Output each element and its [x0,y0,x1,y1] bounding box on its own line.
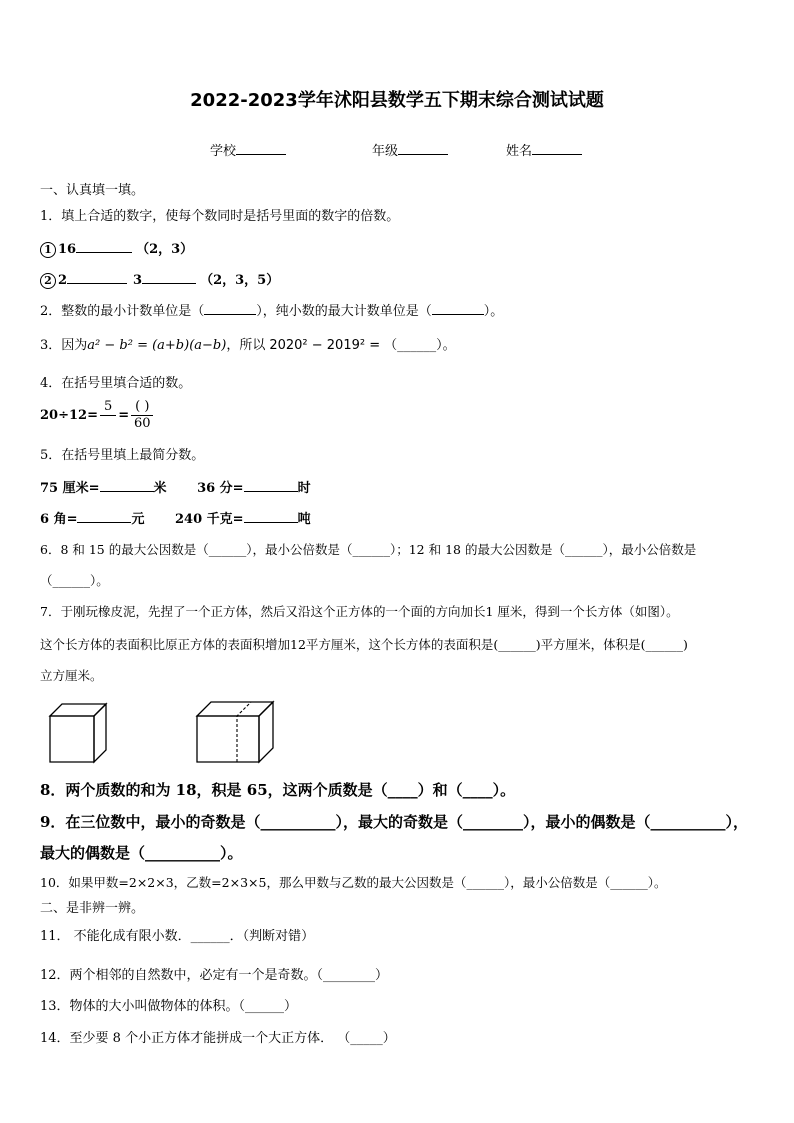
question-13: 13．物体的大小叫做物体的体积。（______） [40,999,298,1014]
q5-blank-4[interactable] [244,510,298,523]
page-title: 2022-2023学年沭阳县数学五下期末综合测试试题 [190,90,604,111]
q3-answer[interactable]: （______）。 [384,338,456,353]
question-9-line-2: 最大的偶数是（__________）。 [40,844,243,862]
question-12: 12．两个相邻的自然数中，必定有一个是奇数。（________） [40,968,389,983]
cube-figure [46,700,116,766]
q2-blank-2[interactable] [432,302,484,315]
q3-formula: a² − b² = (a+b)(a−b) [87,338,227,353]
q4-fraction-1 [100,399,116,432]
q1-a-multiples: （2，3） [136,242,194,257]
name-blank[interactable] [532,142,582,155]
question-14: 14．至少要 8 个小正方体才能拼成一个大正方体． （_____） [40,1031,396,1046]
q1-b-blank-2[interactable] [142,271,196,284]
q5-item-3: 6 角= [40,512,78,527]
school-field [210,142,286,161]
q1-b-multiples: （2，3，5） [200,273,280,288]
q3-middle: ，所以 [226,338,266,353]
q4-numerator-blank[interactable]: ( ) [131,399,153,416]
question-7-line-2: 这个长方体的表面积比原正方体的表面积增加12平方厘米，这个长方体的表面积是(______)平方厘米，体积是(______) [40,637,688,652]
grade-blank[interactable] [398,142,448,155]
question-7-line-3: 立方厘米。 [40,668,103,683]
q5-item-1: 75 厘米= [40,481,100,496]
q1-a-blank[interactable] [76,240,132,253]
question-6-line-1: 6．8 和 15 的最大公因数是（______），最小公倍数是（______）；12 和 18 的最大公因数是（______），最小公倍数是 [40,542,697,557]
q5-unit-1: 米 [153,481,167,496]
question-11: 11． 不能化成有限小数．______．（判断对错） [40,929,315,944]
question-8: 8．两个质数的和为 18，积是 65，这两个质数是（____）和（____）。 [40,781,516,799]
q2-text-3: ）。 [483,304,504,319]
q4-numerator-1: 5 [100,399,116,416]
question-7-line-1: 7．于刚玩橡皮泥，先捏了一个正方体，然后又沿这个正方体的一个面的方向加长1 厘米，得到一个长方体（如图）。 [40,604,679,619]
q4-lhs: 20÷12= [40,407,98,423]
q5-item-4: 240 千克= [175,512,244,527]
question-2 [40,302,503,321]
question-1-a [40,240,193,259]
q5-item-2: 36 分= [197,481,244,496]
question-6-line-2[interactable]: （______）。 [40,573,109,588]
q3-expression: 2020² − 2019² = [269,338,381,353]
question-10: 10．如果甲数=2×2×3，乙数=2×3×5，那么甲数与乙数的最大公因数是（______），最小公倍数是（______）。 [40,875,667,890]
question-9-line-1: 9．在三位数中，最小的奇数是（__________），最大的奇数是（________），最小的偶数是（__________）， [40,813,748,831]
q2-text-2: ），纯小数的最大计数单位是（ [256,304,432,319]
q1-b-number-1: 2 [58,273,68,288]
q5-blank-3[interactable] [77,510,131,523]
name-field [506,142,582,161]
circle-number-icon: 2 [40,273,56,289]
grade-field [372,142,448,161]
question-5-row-1 [40,479,311,498]
q5-unit-4: 吨 [297,512,311,527]
question-4-equation [40,399,155,432]
q4-fraction-2 [131,399,153,432]
section-2-heading: 二、是非辨一辨。 [40,901,145,916]
q2-text-1: 2．整数的最小计数单位是（ [40,304,205,319]
q4-denominator-blank[interactable] [100,416,116,432]
question-1-b [40,271,279,290]
q5-blank-2[interactable] [244,479,298,492]
question-5: 5．在括号里填上最简分数。 [40,448,205,463]
q5-blank-1[interactable] [100,479,154,492]
q4-equals: = [118,407,130,423]
grade-label: 年级 [372,144,399,159]
question-3 [40,337,456,355]
q5-unit-3: 元 [131,512,145,527]
question-4: 4．在括号里填合适的数。 [40,376,192,391]
q1-a-number: 16 [58,242,77,257]
section-1-heading: 一、认真填一填。 [40,183,145,198]
q1-b-number-2: 3 [133,273,143,288]
school-label: 学校 [210,144,237,159]
cuboid-figure [193,698,279,766]
school-blank[interactable] [236,142,286,155]
circle-number-icon: 1 [40,242,56,258]
q4-denominator-2: 60 [134,416,151,431]
q2-blank-1[interactable] [204,302,256,315]
question-5-row-2 [40,510,311,529]
q5-unit-2: 时 [297,481,311,496]
q1-b-blank-1[interactable] [67,271,127,284]
q3-prefix: 3．因为 [40,338,88,353]
name-label: 姓名 [506,144,533,159]
question-1: 1．填上合适的数字，使每个数同时是括号里面的数字的倍数。 [40,209,400,224]
